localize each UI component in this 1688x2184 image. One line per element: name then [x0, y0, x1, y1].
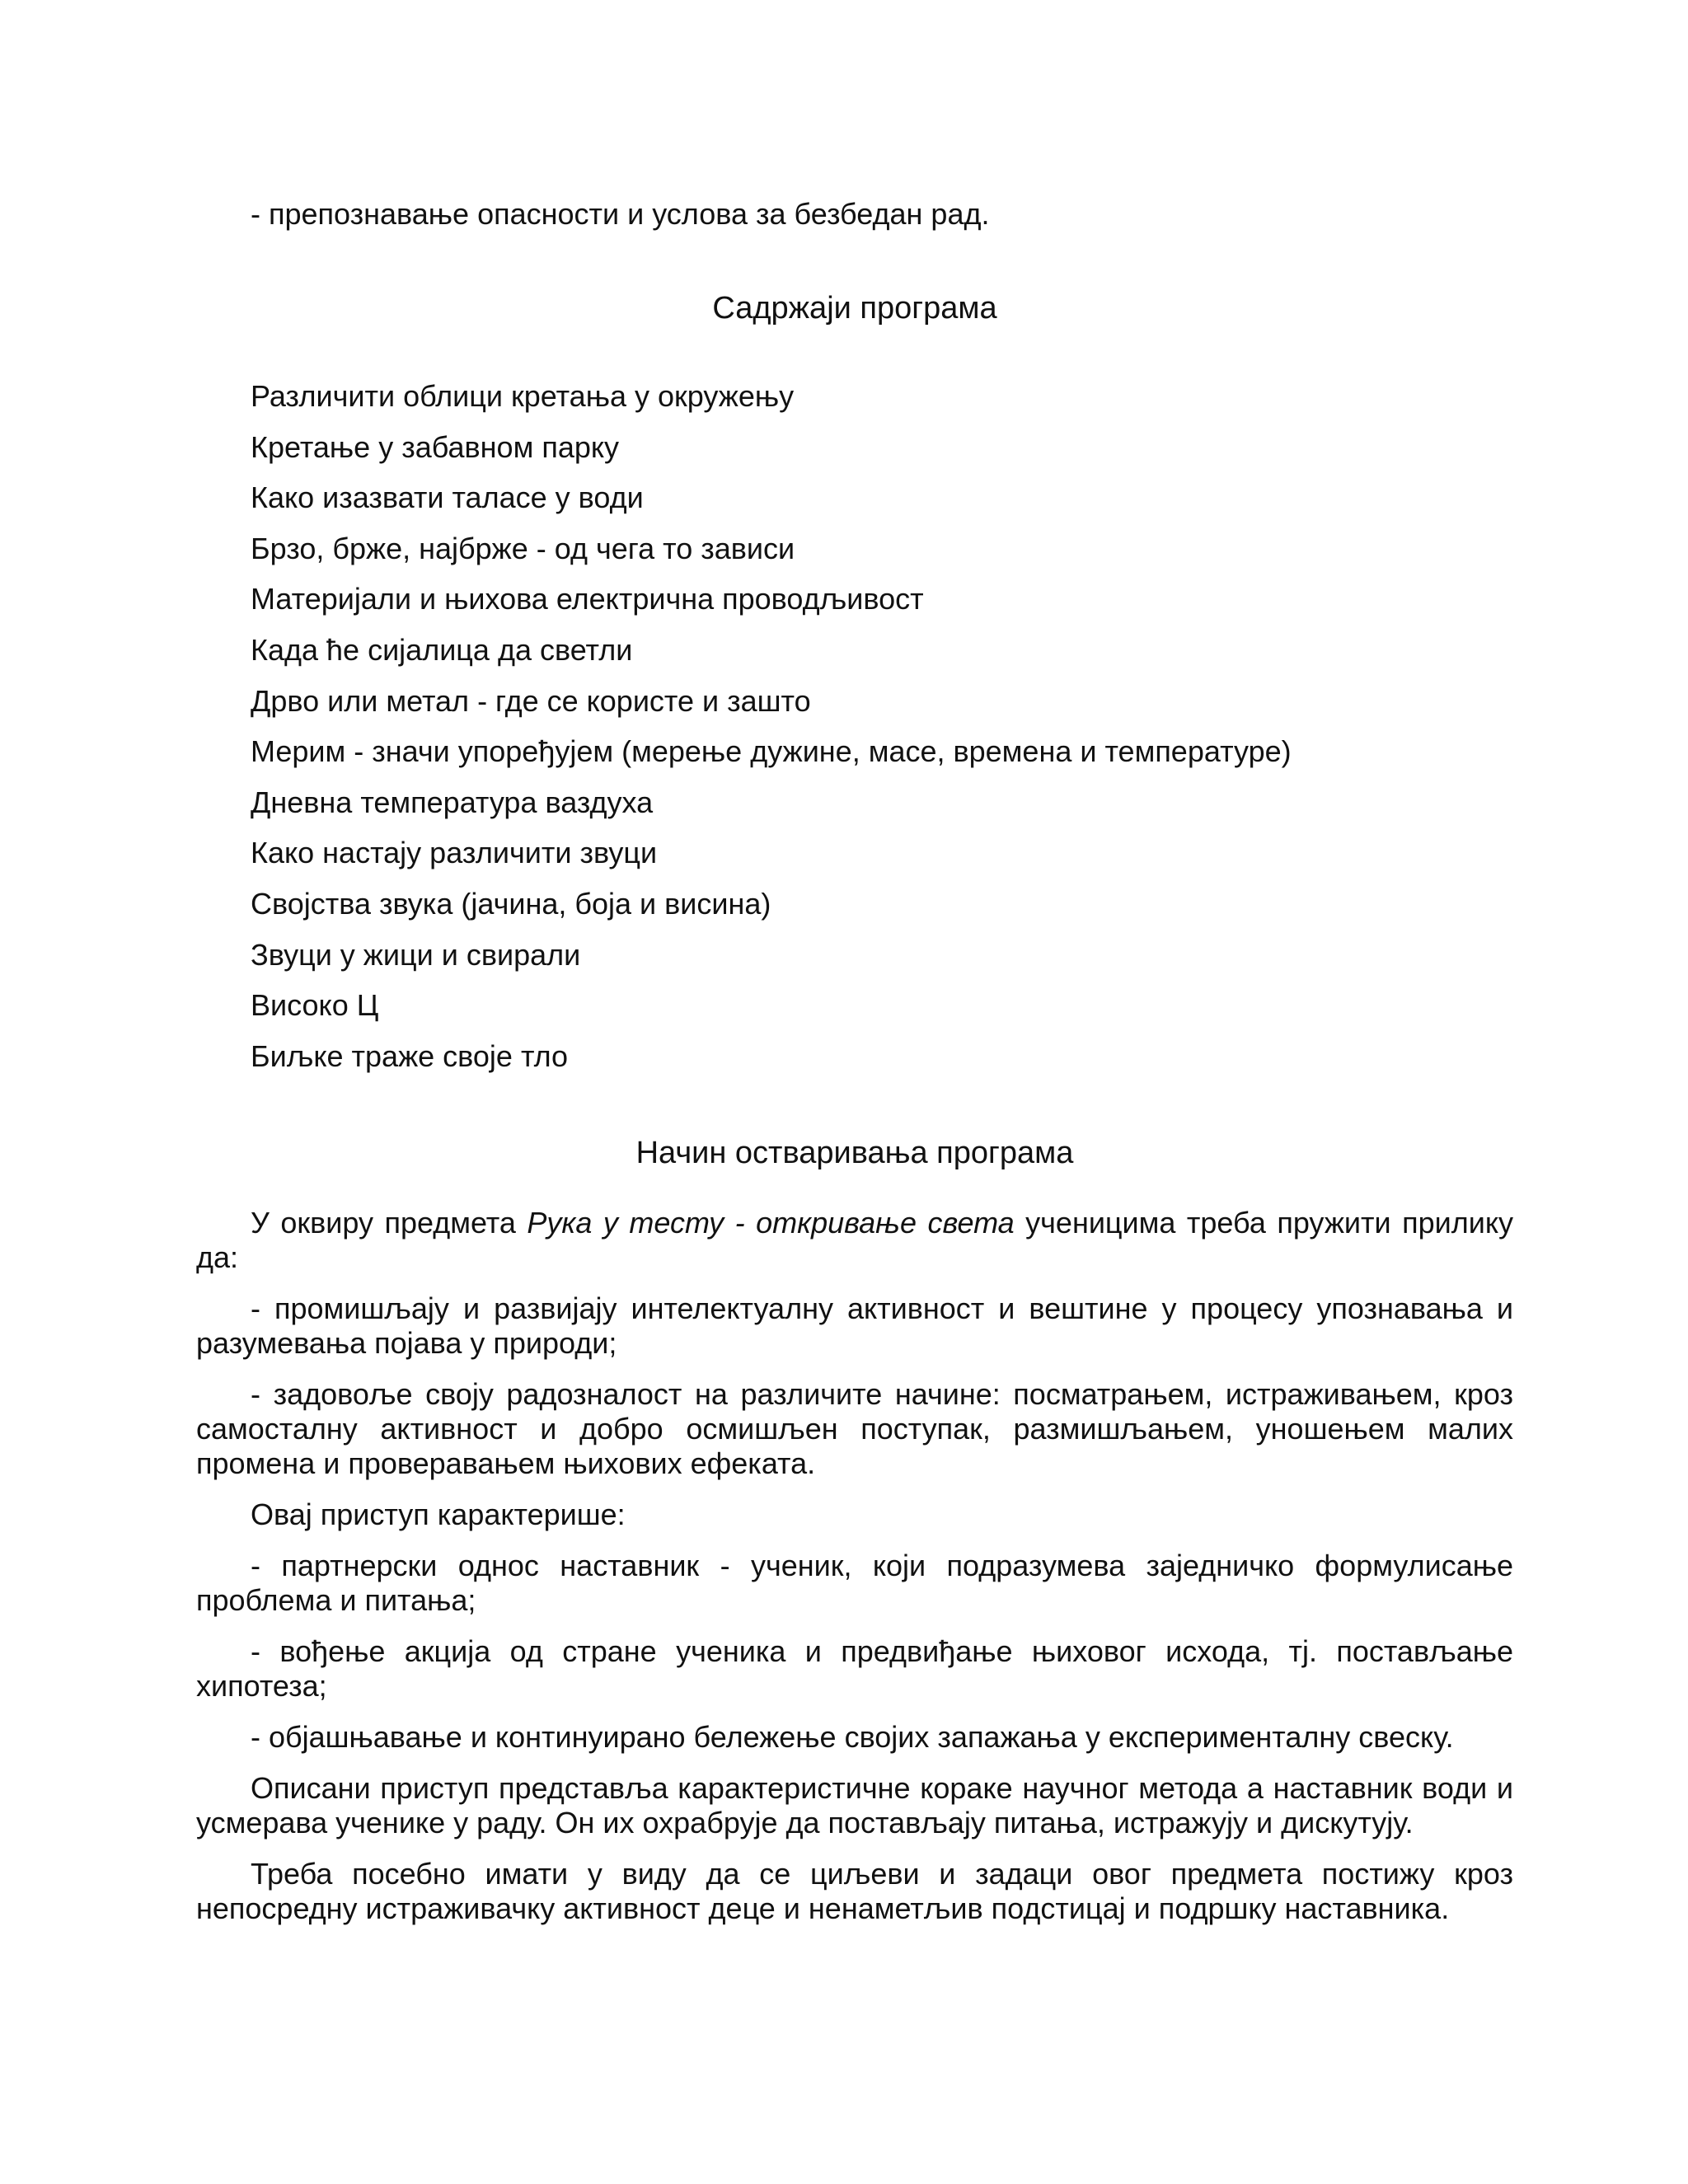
paragraph-text: Треба посебно имати у виду да се циљеви и задаци овог предмета постижу кроз непосредну истраживачку активност деце и ненаметљив подстицај и подршку наставника.: [196, 1857, 1513, 1925]
paragraph-intro-text-end: ученицима треба пружити прилику да:: [196, 1206, 1513, 1274]
list-item: Брзо, брже, најбрже - од чега то зависи: [251, 531, 795, 565]
paragraph-bullet: - партнерски однос наставник - ученик, који подразумева заједничко формулисање проблема и питања;: [196, 1549, 1513, 1617]
method-heading: Начин остваривања програма: [635, 1136, 1074, 1170]
paragraph-bullet: - промишљају и развијају интелектуалну активност и вештине у процесу упознавања и разумевања појава у природи;: [196, 1291, 1513, 1360]
paragraph-bullet: - задовоље своју радозналост на различите начине: посматрањем, истраживањем, кроз самосталну активност и добро осмишљен поступак, размишљањем, уношењем малих промена и проверавањем њихових ефеката.: [196, 1377, 1513, 1480]
method-body: [196, 1206, 1513, 1943]
list-item: Звуци у жици и свирали: [251, 937, 581, 972]
list-item: Кретање у забавном парку: [251, 429, 620, 464]
list-item: Материјали и њихова електрична проводљивост: [251, 582, 924, 616]
paragraph-intro-text: У оквиру предмета: [251, 1206, 528, 1240]
subject-title: Рука у тесту - откривање света: [527, 1206, 1015, 1240]
paragraph-intro: [196, 1206, 1513, 1275]
paragraph-text: Описани приступ представља карактеристичне кораке научног метода а наставник води и усмерава ученике у раду. Он их охрабрује да постављају питања, истражују и дискутују.: [196, 1771, 1513, 1840]
list-item: Мерим - значи упоређујем (мерење дужине, масе, времена и температуре): [251, 734, 1292, 769]
list-item: Када ће сијалица да светли: [251, 632, 633, 667]
paragraph-bullet: - објашњавање и континуирано бележење својих запажања у експерименталну свеску.: [251, 1720, 1454, 1754]
list-item: Дрво или метал - где се користе и зашто: [251, 683, 811, 718]
list-item: Својства звука (јачина, боја и висина): [251, 886, 771, 921]
list-item: Дневна температура ваздуха: [251, 785, 654, 819]
contents-heading: Садржаји програма: [712, 291, 997, 326]
intro-bullet: - препознавање опасности и услова за безбедан рад.: [251, 197, 990, 231]
paragraph-bullet: - вођење акција од стране ученика и предвиђање њиховог исхода, тј. постављање хипотеза;: [196, 1634, 1513, 1703]
list-item: Како изазвати таласе у води: [251, 480, 644, 515]
list-item: Различити облици кретања у окружењу: [251, 379, 795, 413]
paragraph-approach: Овај приступ карактерише:: [251, 1497, 626, 1531]
contents-list: [251, 378, 1292, 1089]
list-item: Како настају различити звуци: [251, 836, 658, 870]
list-item: Високо Ц: [251, 988, 379, 1023]
list-item: Биљке траже своје тло: [251, 1038, 569, 1073]
